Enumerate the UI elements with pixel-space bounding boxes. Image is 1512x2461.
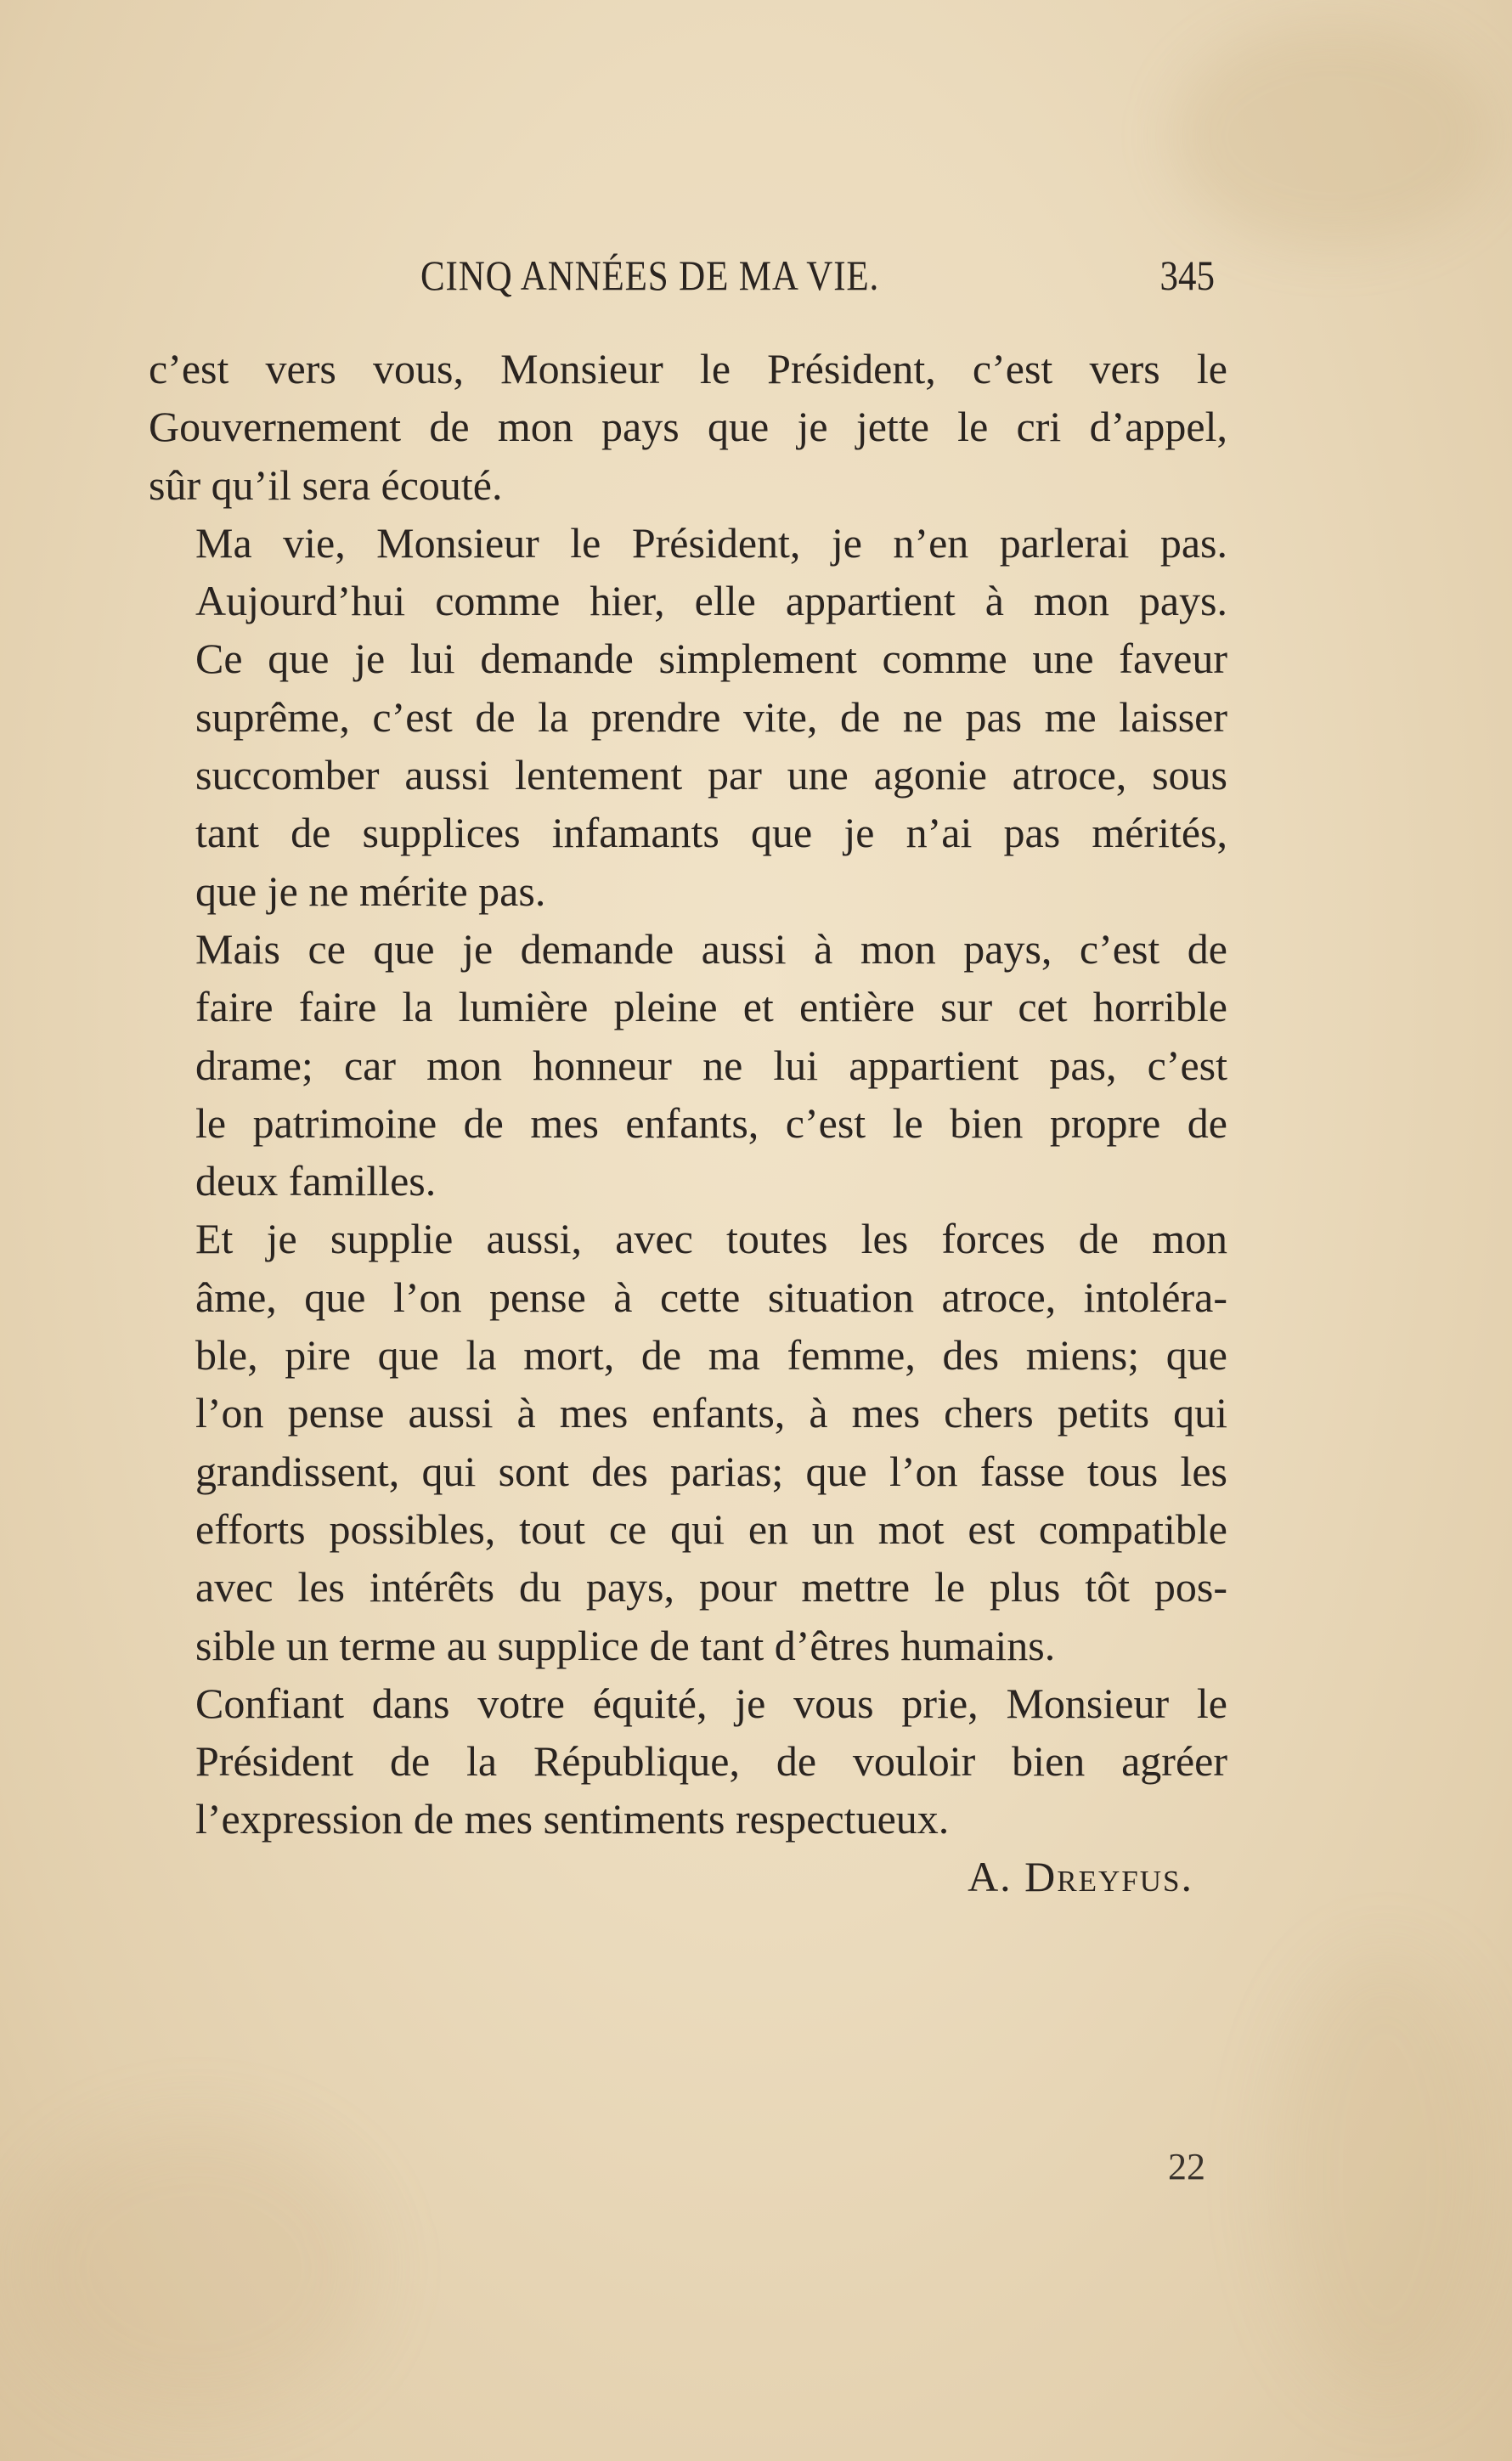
text-line: Aujourd’hui comme hier, elle appartient à mon pays. (195, 577, 1227, 625)
text-line: succomber aussi lentement par une agonie atroce, sous (195, 751, 1227, 799)
text-line: efforts possibles, tout ce qui en un mot est compatible (195, 1504, 1227, 1553)
text-line: Gouvernement de mon pays que je jette le cri d’appel, (149, 403, 1227, 451)
text-line: ble, pire que la mort, de ma femme, des miens; que (195, 1331, 1227, 1380)
text-line: c’est vers vous, Monsieur le Président, c’est vers le (149, 345, 1227, 392)
text-line: Président de la République, de vouloir bien agréer (195, 1737, 1227, 1786)
paper-stain (1172, 25, 1495, 246)
running-head (149, 251, 1215, 310)
page-number: 345 (1159, 251, 1215, 299)
paragraph (149, 1210, 1227, 1674)
text-line: sible un terme au supplice de tant d’êtres humains. (195, 1621, 1056, 1669)
signature-surname: Dreyfus. (1024, 1853, 1193, 1900)
text-line: que je ne mérite pas. (195, 866, 546, 915)
text-line: âme, que l’on pense à cette situation atroce, intoléra- (195, 1273, 1227, 1321)
paper-stain (17, 2124, 374, 2413)
text-line: suprême, c’est de la prendre vite, de ne pas me laisser (195, 692, 1227, 741)
text-line: deux familles. (195, 1157, 437, 1205)
text-line: l’expression de mes sentiments respectueux. (195, 1795, 950, 1843)
running-title: CINQ ANNÉES DE MA VIE. (420, 251, 880, 299)
text-line: l’on pense aussi à mes enfants, à mes chers petits qui (195, 1389, 1227, 1437)
text-line: Confiant dans votre équité, je vous prie, Monsieur le (195, 1679, 1227, 1727)
text-line: Ma vie, Monsieur le Président, je n’en parlerai pas. (195, 518, 1227, 567)
text-line: Mais ce que je demande aussi à mon pays, c’est de (195, 924, 1227, 973)
paper-stain (1274, 1954, 1495, 2396)
gathering-signature-mark: 22 (1168, 2146, 1205, 2187)
paragraph (149, 920, 1227, 1210)
paragraph (149, 514, 1227, 920)
signature (968, 1852, 1193, 1901)
text-line: faire faire la lumière pleine et entière sur cet horrible (195, 983, 1227, 1031)
text-line: le patrimoine de mes enfants, c’est le bien propre de (195, 1098, 1227, 1147)
text-line: tant de supplices infamants que je n’ai pas mérités, (195, 809, 1227, 857)
paragraph (149, 340, 1227, 514)
text-line: Ce que je lui demande simplement comme une faveur (195, 635, 1227, 683)
paragraph (149, 1674, 1227, 1849)
text-line: avec les intérêts du pays, pour mettre le plus tôt pos- (195, 1563, 1227, 1612)
text-line: sûr qu’il sera écouté. (149, 460, 503, 509)
body-text (149, 340, 1227, 1849)
text-line: grandissent, qui sont des parias; que l’on fasse tous les (195, 1447, 1227, 1495)
text-line: drame; car mon honneur ne lui appartient pas, c’est (195, 1041, 1227, 1089)
text-line: Et je supplie aussi, avec toutes les forces de mon (195, 1215, 1227, 1263)
signature-initial: A. (968, 1853, 1013, 1900)
